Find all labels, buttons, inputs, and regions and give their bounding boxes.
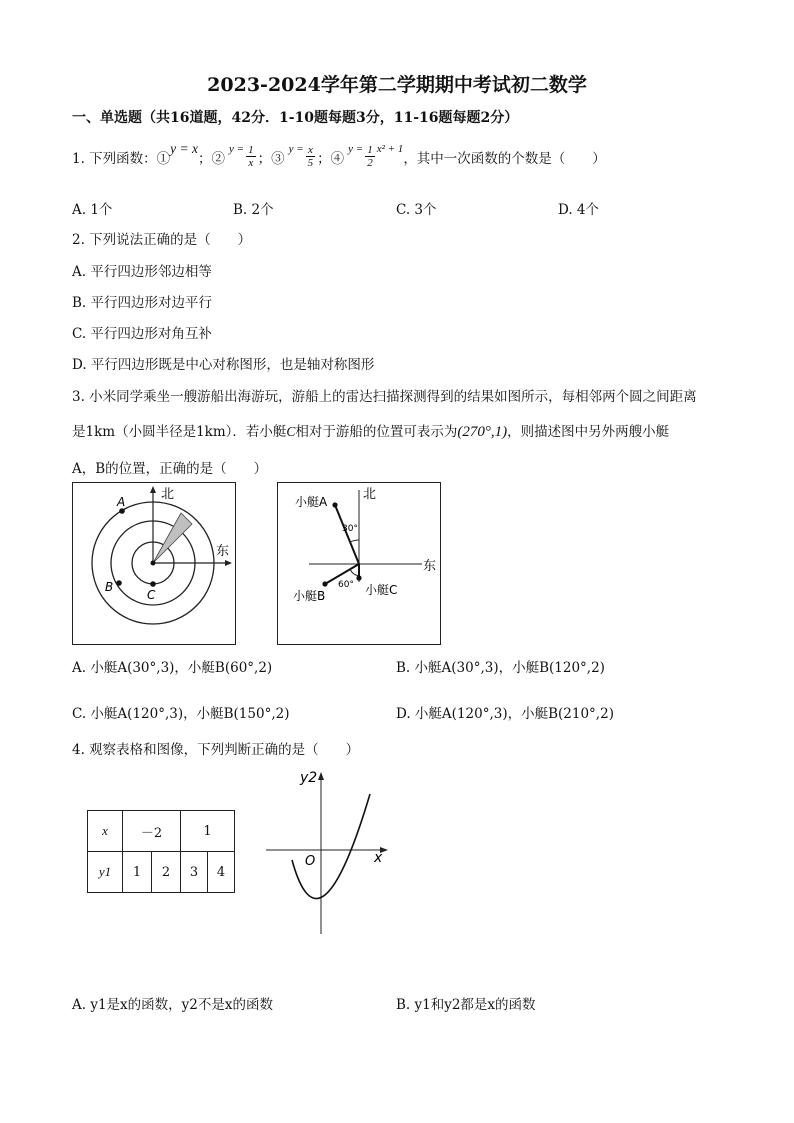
q1-formula-3-frac [306,144,316,169]
q1-option-a: A. 1个 [72,202,113,218]
q1-formula-2-left: y = [229,142,245,155]
fig1-label-b: B [105,580,114,594]
q1-formula-2-frac [246,144,256,169]
question-2-stem: 2. 下列说法正确的是（ ） [72,232,252,248]
fig2-east-label: 东 [423,559,437,574]
boat-c-marker [356,575,361,580]
q3-option-d: D. 小艇A(120°,3)，小艇B(210°,2) [396,706,614,722]
graph-x-label: x [374,850,383,866]
parabola-curve [292,794,370,899]
question-3-line-3: A，B的位置，正确的是（ ） [72,461,268,477]
y-axis-arrow-icon [318,772,324,780]
q1-f4-den: 2 [367,157,373,169]
table-cell: 3 [181,852,208,893]
q2-option-c: C. 平行四边形对角互补 [72,326,212,342]
table-cell: x [88,811,123,852]
q1-sep-2: ；③ [257,150,285,167]
angle-arc-60 [350,569,359,576]
boat-b-dot [116,580,122,586]
graph-y-label: y2 [300,770,318,786]
table-cell: 1 [181,811,235,852]
fig2-boat-a-label: 小艇A [295,495,328,509]
question-4-stem: 4. 观察表格和图像，下列判断正确的是（ ） [72,742,360,758]
fig2-boat-c-label: 小艇C [365,583,398,597]
north-arrow-icon [150,486,156,493]
table-row [88,852,235,893]
q3-line2-d: ，则描述图中另外两艘小艇 [507,424,670,440]
q4-option-b: B. y1和y2都是x的函数 [396,997,536,1013]
q1-formula-4-frac [365,144,375,169]
question-3-line-2 [72,420,669,441]
q1-option-b: B. 2个 [233,202,274,218]
boat-b-marker [322,581,327,586]
q1-formula-1: y = x [170,140,199,156]
q1-f4-num: 1 [367,144,373,156]
boat-c-dot [150,581,156,587]
section-heading: 一、单选题（共16道题，42分．1-10题每题3分，11-16题每题2分） [72,110,519,126]
question-1-stem [72,140,606,169]
q3-option-a: A. 小艇A(30°,3)，小艇B(60°,2) [72,660,273,676]
table-cell: 1 [123,852,152,893]
fig2-angle-60: 60° [338,580,354,590]
q3-option-b: B. 小艇A(30°,3)，小艇B(120°,2) [396,660,605,676]
fig1-label-a: A [117,495,126,509]
question-3-line-1: 3. 小米同学乘坐一艘游船出海游玩，游船上的雷达扫描探测得到的结果如图所示，每相邻两个圆之间距离 [72,389,697,405]
q1-f2-num: 1 [248,144,254,156]
q2-option-d: D. 平行四边形既是中心对称图形，也是轴对称图形 [72,357,375,373]
q3-line2-c: C [286,424,296,439]
page-title: 2023-2024学年第二学期期中考试初二数学 [207,74,587,96]
q1-f3-num: x [307,144,313,156]
q1-formula-3-left: y = [288,142,304,155]
q3-line2-a: 是1km（小圆半径是1km）．若小艇 [72,424,287,440]
q1-f2-den: x [248,157,254,169]
q4-parabola-graph [262,762,392,937]
boat-a-dot [119,508,125,514]
q1-option-d: D. 4个 [558,202,600,218]
graph-origin-label: O [305,854,316,869]
fig2-north-label: 北 [363,487,377,502]
east-arrow-icon [225,560,232,566]
fig2-boat-b-label: 小艇B [293,589,326,603]
fig2-angle-30: 30° [342,524,358,534]
q1-sep-1: ；② [198,150,226,167]
q1-formula-4-right: x² + 1 [376,142,404,155]
table-row [88,811,235,852]
angle-arc-30 [350,540,359,542]
table-cell: －2 [123,811,181,852]
q3-option-c: C. 小艇A(120°,3)，小艇B(150°,2) [72,706,290,722]
table-cell: 2 [152,852,181,893]
q1-f3-den: 5 [307,157,314,169]
q1-sep-3: ；④ [317,150,345,167]
bearing-figure [277,482,441,645]
radar-figure [72,482,236,645]
fig1-east-label: 东 [216,544,230,559]
fig1-north-label: 北 [161,487,175,502]
q1-prefix: 1. 下列函数：① [72,150,171,167]
q1-formula-4-left: y = [348,142,364,155]
table-cell: 4 [208,852,235,893]
q2-option-b: B. 平行四边形对边平行 [72,295,213,311]
table-cell: y1 [88,852,123,893]
q1-suffix: ，其中一次函数的个数是（ ） [403,150,606,167]
q4-option-a: A. y1是x的函数，y2不是x的函数 [72,997,273,1013]
q1-option-c: C. 3个 [396,202,437,218]
boat-a-marker [332,502,337,507]
bearing-line-a [335,505,359,564]
q3-line2-pos: (270°,1) [457,424,508,440]
q3-line2-b: 相对于游船的位置可表示为 [295,424,458,440]
q2-option-a: A. 平行四边形邻边相等 [72,264,212,280]
radar-center-dot [151,561,156,566]
q4-table [87,810,235,893]
fig1-label-c: C [147,588,156,602]
